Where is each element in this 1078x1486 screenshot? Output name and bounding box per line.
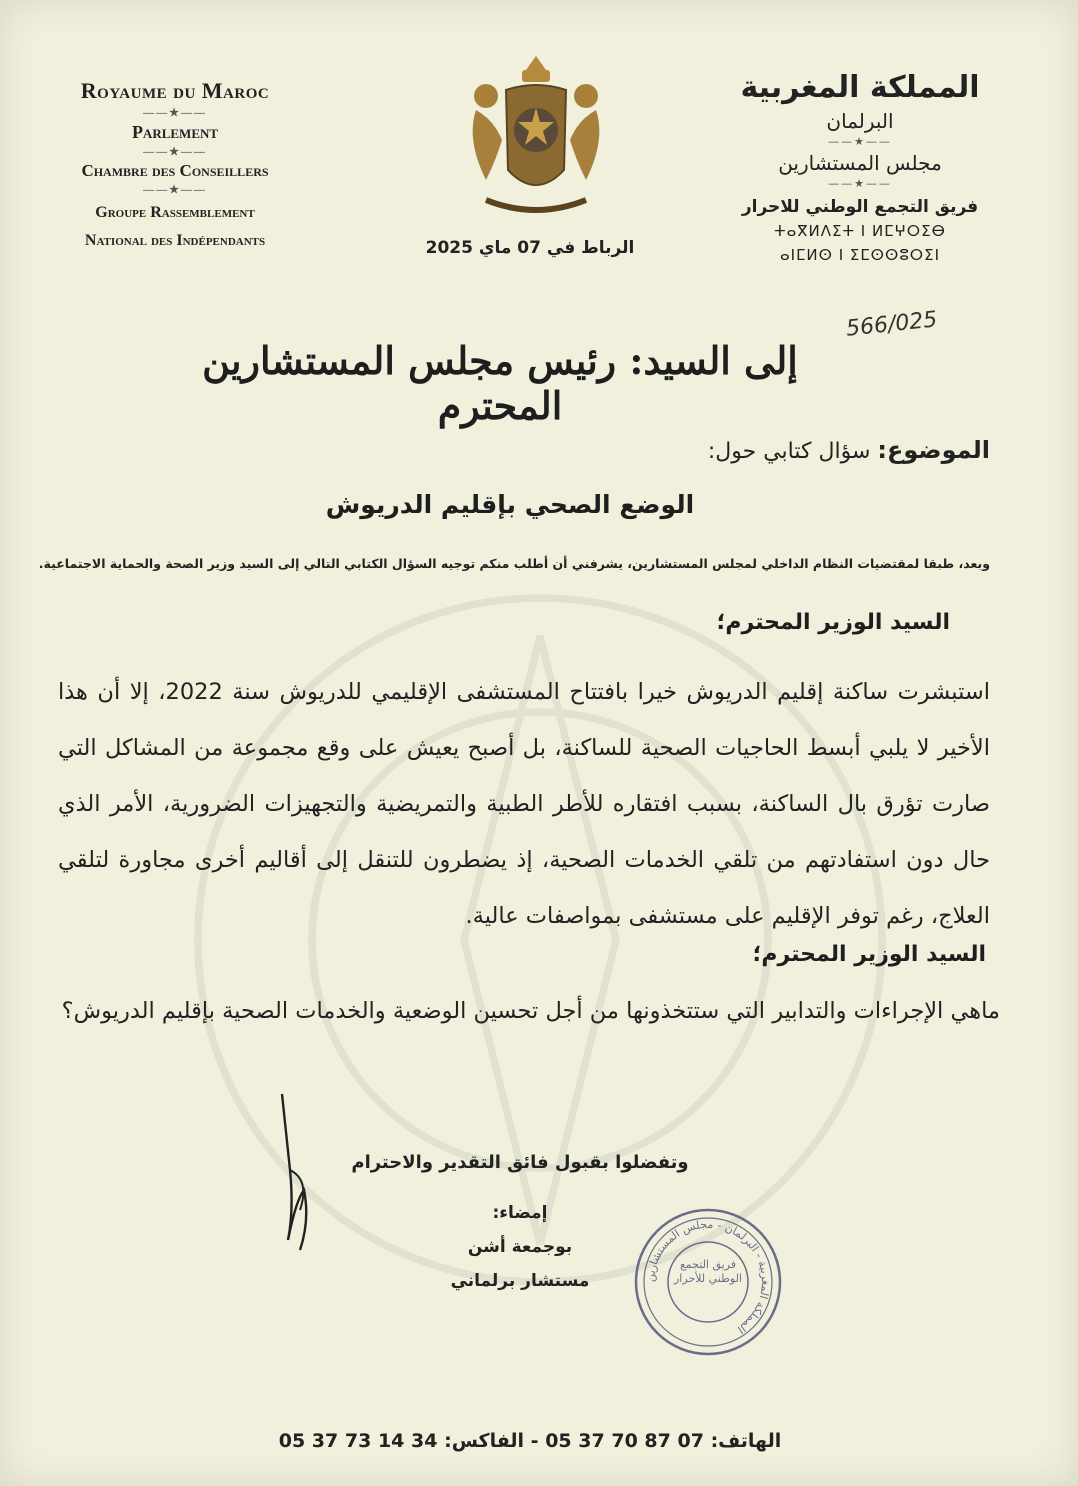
closing-line: وتفضلوا بقبول فائق التقدير والاحترام	[351, 1152, 689, 1173]
signatory-name: بوجمعة أشن	[467, 1237, 573, 1257]
reference-number: 566/025	[844, 307, 939, 342]
parliament-fr: Parlement	[131, 122, 219, 142]
signature-label: إمضاء:	[492, 1203, 548, 1223]
handwritten-signature	[270, 1090, 330, 1260]
separator: ——★——	[828, 135, 892, 148]
kingdom-fr: Royaume du Maroc	[80, 78, 270, 103]
salutation-2: السيد الوزير المحترم؛	[752, 942, 986, 967]
separator: ——★——	[143, 107, 207, 119]
parliament-ar: البرلمان	[826, 109, 894, 133]
french-letterhead	[40, 78, 310, 255]
question-paragraph: ماهي الإجراءات والتدابير التي ستتخذونها من أجل تحسين الوضعية والخدمات الصحية بإقليم الدريوش؟	[61, 998, 1000, 1024]
subject-text: سؤال كتابي حول:	[707, 439, 871, 464]
chamber-ar: مجلس المستشارين	[778, 151, 942, 175]
chamber-fr: Chambre des Conseillers	[81, 161, 269, 180]
addressee: إلى السيد: رئيس مجلس المستشارين المحترم	[202, 338, 798, 428]
group-fr-line2: National des Indépendants	[84, 232, 266, 249]
signature-block	[430, 1196, 610, 1298]
subject-line	[708, 436, 990, 464]
separator: ——★——	[828, 177, 892, 190]
separator: ——★——	[143, 184, 207, 196]
stamp-outer-text: المملكة المغربية - البرلمان - مجلس المستشارين	[643, 1217, 773, 1337]
official-stamp	[632, 1206, 784, 1358]
stamp-inner-text: فريق التجمع الوطني للأحرار	[674, 1258, 742, 1285]
coat-of-arms-emblem	[446, 50, 626, 230]
separator: ——★——	[143, 146, 207, 158]
signatory-title: مستشار برلماني	[450, 1271, 590, 1291]
group-fr-line1: Groupe Rassemblement	[95, 204, 255, 221]
group-ar: فريق التجمع الوطني للاحرار	[741, 197, 979, 217]
arabic-letterhead	[730, 70, 990, 265]
letter-date: الرباط في 07 ماي 2025	[425, 238, 635, 258]
kingdom-ar: المملكة المغربية	[740, 70, 980, 105]
subject-label: الموضوع:	[877, 436, 990, 464]
tifinagh-line2: ⴰⵏⵎⵍⵙ ⵏ ⵉⵎⵙⵙⵓⵔⵉⵏ	[779, 246, 941, 264]
salutation: السيد الوزير المحترم؛	[716, 610, 950, 635]
contact-footer: الهاتف: 07 87 70 37 05 - الفاكس: 34 14 73 37 05	[278, 1430, 782, 1452]
tifinagh-line1: ⵜⴰⴳⵍⴷⵉⵜ ⵏ ⵍⵎⵖⵔⵉⴱ	[774, 222, 946, 240]
intro-paragraph: وبعد، طبقا لمقتضيات النظام الداخلي لمجلس المستشارين، يشرفني أن أطلب منكم توجيه السؤال الكتابي التالي إلى السيد وزير الصحة والحماية الاجتماعية.	[38, 556, 990, 571]
body-paragraph: استبشرت ساكنة إقليم الدريوش خيرا بافتتاح المستشفى الإقليمي للدريوش سنة 2022، إلا أن هذا الأخير لا يلبي أبسط الحاجيات الصحية للساكنة، بل أصبح يعيش على وقع مجموعة من المشاكل التي صارت تؤرق بال الساكنة، بسبب افتقاره للأطر الطبية والتمريضية والتجهيزات الضرورية، الأمر الذي حال دون استفادتهم من تلقي الخدمات الصحية، إذ يضطرون للتنقل إلى أقاليم أخرى مجاورة لتلقي العلاج، رغم توفر الإقليم على مستشفى بمواصفات عالية.	[58, 679, 990, 929]
subject-title: الوضع الصحي بإقليم الدريوش	[325, 490, 695, 519]
